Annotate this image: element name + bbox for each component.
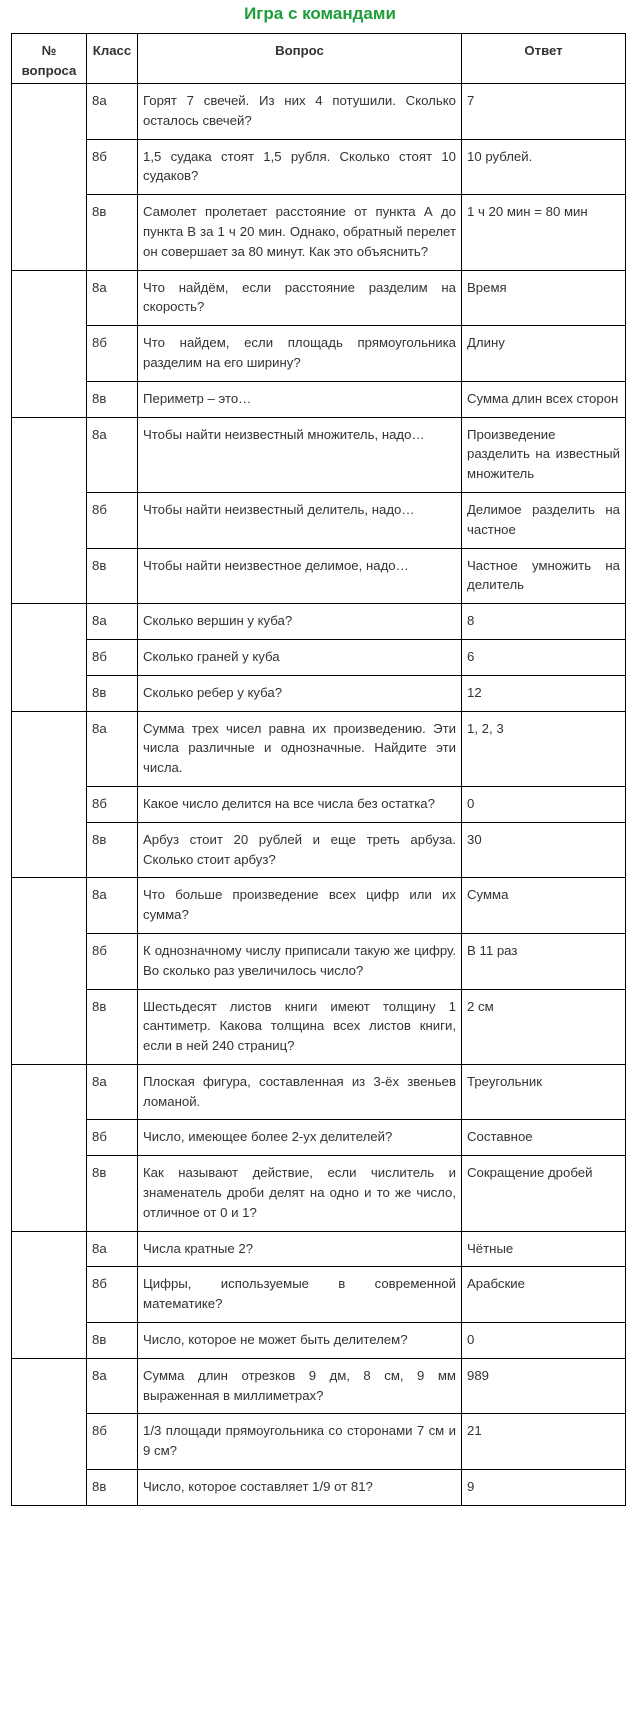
question-cell: Числа кратные 2? [138, 1231, 462, 1267]
class-cell: 8б [87, 1414, 138, 1470]
class-cell: 8а [87, 84, 138, 140]
class-cell: 8в [87, 381, 138, 417]
table-row [12, 1267, 626, 1323]
header-question: Вопрос [138, 34, 462, 84]
answer-cell: Чётные [462, 1231, 626, 1267]
quiz-table [11, 33, 626, 1506]
table-row [12, 1470, 626, 1506]
class-cell: 8а [87, 711, 138, 786]
round-number-cell [12, 84, 87, 271]
question-cell: Число, которое составляет 1/9 от 81? [138, 1470, 462, 1506]
answer-cell: Время [462, 270, 626, 326]
table-row [12, 417, 626, 492]
answer-cell: Треугольник [462, 1064, 626, 1120]
answer-cell: 989 [462, 1358, 626, 1414]
class-cell: 8в [87, 822, 138, 878]
table-row [12, 989, 626, 1064]
class-cell: 8в [87, 1156, 138, 1231]
round-number-cell [12, 270, 87, 417]
question-cell: Самолет пролетает расстояние от пункта А до пункта В за 1 ч 20 мин. Однако, обратный перелет он совершает за 80 минут. Как это объяснить? [138, 195, 462, 270]
table-row [12, 381, 626, 417]
table-row [12, 195, 626, 270]
question-cell: Сумма трех чисел равна их произведению. Эти числа различные и однозначные. Найдите эти числа. [138, 711, 462, 786]
answer-cell: Арабские [462, 1267, 626, 1323]
question-cell: Число, имеющее более 2-ух делителей? [138, 1120, 462, 1156]
table-row [12, 1231, 626, 1267]
class-cell: 8в [87, 548, 138, 604]
round-number-cell [12, 1358, 87, 1505]
question-cell: Сколько вершин у куба? [138, 604, 462, 640]
question-cell: Сколько ребер у куба? [138, 675, 462, 711]
answer-cell: 9 [462, 1470, 626, 1506]
answer-cell: 21 [462, 1414, 626, 1470]
table-row [12, 1414, 626, 1470]
header-number: № вопроса [12, 34, 87, 84]
table-row [12, 139, 626, 195]
round-number-cell [12, 1064, 87, 1231]
class-cell: 8а [87, 604, 138, 640]
answer-cell: 2 см [462, 989, 626, 1064]
question-cell: Арбуз стоит 20 рублей и еще треть арбуза. Сколько стоит арбуз? [138, 822, 462, 878]
table-row [12, 548, 626, 604]
class-cell: 8б [87, 1267, 138, 1323]
header-answer: Ответ [462, 34, 626, 84]
round-number-cell [12, 711, 87, 878]
answer-cell: 0 [462, 1323, 626, 1359]
answer-cell: 8 [462, 604, 626, 640]
class-cell: 8а [87, 878, 138, 934]
question-cell: Что найдём, если расстояние разделим на скорость? [138, 270, 462, 326]
table-row [12, 604, 626, 640]
table-row [12, 878, 626, 934]
answer-cell: 1, 2, 3 [462, 711, 626, 786]
class-cell: 8а [87, 270, 138, 326]
class-cell: 8в [87, 675, 138, 711]
table-row [12, 822, 626, 878]
question-cell: Горят 7 свечей. Из них 4 потушили. Сколько осталось свечей? [138, 84, 462, 140]
answer-cell: 6 [462, 639, 626, 675]
question-cell: Шестьдесят листов книги имеют толщину 1 сантиметр. Какова толщина всех листов книги, если в ней 240 страниц? [138, 989, 462, 1064]
answer-cell: 10 рублей. [462, 139, 626, 195]
table-row [12, 639, 626, 675]
question-cell: 1/3 площади прямоугольника со сторонами 7 см и 9 см? [138, 1414, 462, 1470]
class-cell: 8а [87, 417, 138, 492]
table-row [12, 786, 626, 822]
round-number-cell [12, 1231, 87, 1358]
class-cell: 8в [87, 1470, 138, 1506]
class-cell: 8в [87, 195, 138, 270]
header-class: Класс [87, 34, 138, 84]
page-title: Игра с командами [244, 4, 396, 23]
header-row [12, 34, 626, 84]
class-cell: 8б [87, 933, 138, 989]
question-cell: Чтобы найти неизвестный делитель, надо… [138, 492, 462, 548]
answer-cell: 12 [462, 675, 626, 711]
table-row [12, 1120, 626, 1156]
round-number-cell [12, 417, 87, 604]
answer-cell: Частное умножить на делитель [462, 548, 626, 604]
table-row [12, 326, 626, 382]
table-header [12, 34, 626, 84]
table-row [12, 1358, 626, 1414]
answer-cell: В 11 раз [462, 933, 626, 989]
round-number-cell [12, 604, 87, 711]
class-cell: 8б [87, 139, 138, 195]
answer-cell: Составное [462, 1120, 626, 1156]
class-cell: 8а [87, 1064, 138, 1120]
answer-cell: Произведение разделить на известный множитель [462, 417, 626, 492]
answer-cell: 7 [462, 84, 626, 140]
answer-cell: Делимое разделить на частное [462, 492, 626, 548]
round-number-cell [12, 878, 87, 1065]
class-cell: 8б [87, 639, 138, 675]
answer-cell: 30 [462, 822, 626, 878]
question-cell: 1,5 судака стоят 1,5 рубля. Сколько стоят 10 судаков? [138, 139, 462, 195]
answer-cell: Сокращение дробей [462, 1156, 626, 1231]
class-cell: 8а [87, 1358, 138, 1414]
table-row [12, 492, 626, 548]
table-row [12, 84, 626, 140]
question-cell: Чтобы найти неизвестный множитель, надо… [138, 417, 462, 492]
answer-cell: 1 ч 20 мин = 80 мин [462, 195, 626, 270]
question-cell: Плоская фигура, составленная из 3-ёх звеньев ломаной. [138, 1064, 462, 1120]
table-row [12, 1323, 626, 1359]
question-cell: Какое число делится на все числа без остатка? [138, 786, 462, 822]
table-row [12, 711, 626, 786]
question-cell: Цифры, используемые в современной математике? [138, 1267, 462, 1323]
question-cell: Что найдем, если площадь прямоугольника разделим на его ширину? [138, 326, 462, 382]
table-row [12, 1156, 626, 1231]
table-row [12, 270, 626, 326]
question-cell: Чтобы найти неизвестное делимое, надо… [138, 548, 462, 604]
question-cell: Что больше произведение всех цифр или их сумма? [138, 878, 462, 934]
class-cell: 8б [87, 1120, 138, 1156]
class-cell: 8а [87, 1231, 138, 1267]
class-cell: 8в [87, 1323, 138, 1359]
table-body [12, 84, 626, 1506]
table-row [12, 1064, 626, 1120]
question-cell: Как называют действие, если числитель и знаменатель дроби делят на одно и то же число, отличное от 0 и 1? [138, 1156, 462, 1231]
table-row [12, 933, 626, 989]
answer-cell: Сумма длин всех сторон [462, 381, 626, 417]
class-cell: 8б [87, 326, 138, 382]
answer-cell: 0 [462, 786, 626, 822]
class-cell: 8б [87, 492, 138, 548]
question-cell: Сумма длин отрезков 9 дм, 8 см, 9 мм выраженная в миллиметрах? [138, 1358, 462, 1414]
answer-cell: Сумма [462, 878, 626, 934]
question-cell: Число, которое не может быть делителем? [138, 1323, 462, 1359]
class-cell: 8б [87, 786, 138, 822]
question-cell: К однозначному числу приписали такую же цифру. Во сколько раз увеличилось число? [138, 933, 462, 989]
question-cell: Сколько граней у куба [138, 639, 462, 675]
class-cell: 8в [87, 989, 138, 1064]
answer-cell: Длину [462, 326, 626, 382]
question-cell: Периметр – это… [138, 381, 462, 417]
table-row [12, 675, 626, 711]
